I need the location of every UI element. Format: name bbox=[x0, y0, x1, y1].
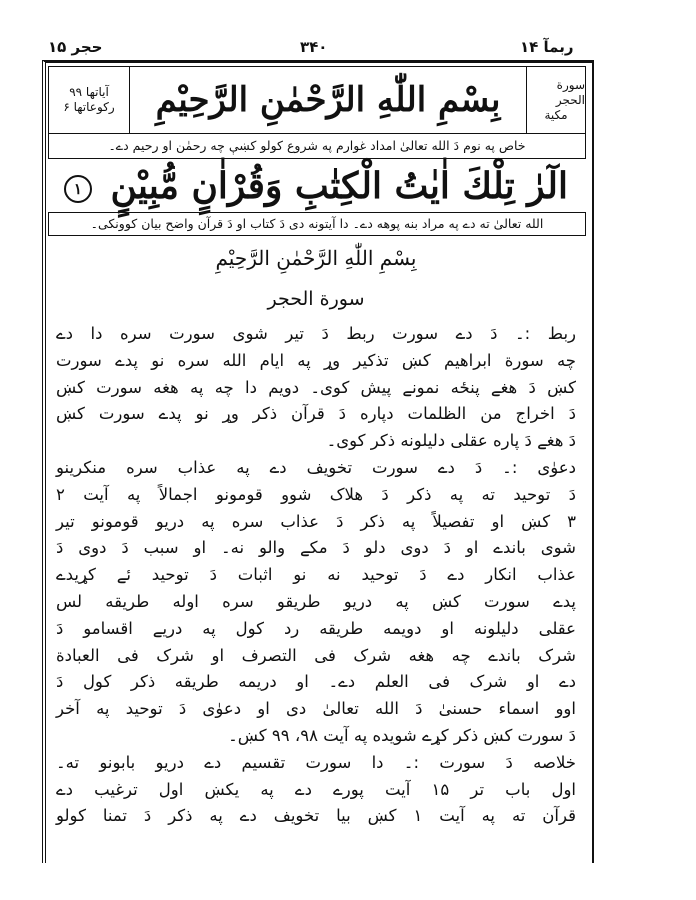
surah-header-box bbox=[48, 66, 586, 134]
ayah-translation: الله تعالیٰ ته دے په مراد بنه پوهه دے۔ دا آیتونه دی دَ کتاب او دَ قرآن واضح بیان کوونکی۔ bbox=[48, 212, 586, 236]
commentary-line: دَ توحید ته په ذکر دَ هلاک شوو قومونو اجمالاً په آیت ۲ bbox=[56, 484, 576, 504]
body-bismillah: بِسْمِ اللّٰهِ الرَّحْمٰنِ الرَّحِيْمِ bbox=[215, 246, 417, 270]
header-surah-ref: حجر ۱۵ bbox=[48, 38, 103, 56]
commentary-line: عذاب انکار دے دَ توحید نه نو اثبات دَ توحید ئے کړیدے bbox=[56, 565, 576, 585]
ayat-count: آیاتها ۹۹ bbox=[69, 85, 109, 99]
commentary-line: چه سورة ابراهیم کښ تذکیر وړ په ایام الله سره نو پدے سورت bbox=[56, 350, 576, 370]
ayah-text: الٓرٰ تِلْكَ اٰيٰتُ الْكِتٰبِ وَقُرْاٰنٍ مُّبِيْنٍ bbox=[110, 165, 569, 207]
commentary-line: دَ اخراج من الظلمات دپاره دَ قرآن ذکر وړ نو پدے سورت کښ bbox=[56, 404, 576, 424]
commentary-line: دَ هغے دَ پاره عقلی دلیلونه ذکر کوی۔ bbox=[326, 431, 576, 451]
commentary-line: قرآن ته په آیت ۱ کښ بیا تخویف دے په ذکر دَ تمنا کولو bbox=[56, 806, 577, 826]
surah-name: سورة الحجر bbox=[555, 77, 585, 107]
commentary-line: خلاصه دَ سورت :۔ دا سورت تقسیم دے دریو بابونو ته۔ bbox=[56, 752, 576, 772]
page-number: ۳۴۰ bbox=[300, 38, 328, 56]
commentary-line: شرک باندے چه هغه شرک فی التصرف او شرک فی العبادة bbox=[56, 645, 576, 665]
commentary-line: شوی باندے او دَ دوی دلو دَ مکے والو نه۔ او سبب دَ دوی دَ bbox=[56, 538, 576, 558]
commentary-line: ۳ کښ او تفصیلاً په ذکر دَ عذاب سره په دریو قومونو تیر bbox=[56, 511, 576, 531]
commentary-line: دعوٰی :۔ دَ دے سورت تخویف دے په عذاب سره منکرینو bbox=[56, 458, 576, 477]
commentary-line: اول باب تر ۱۵ آیت پورے دے په یکښ اول ترغیب دے bbox=[56, 779, 576, 799]
ayah-verse bbox=[48, 162, 584, 210]
commentary-line: اوو اسماء حسنیٰ دَ الله تعالیٰ دی او دعوٰی دَ توحید په آخر bbox=[56, 699, 576, 719]
counts-cell bbox=[49, 67, 129, 133]
commentary-line: پدے سورت کښ په دریو طریقو سره اوله طریقه لس bbox=[56, 592, 576, 611]
surah-type: مکیة bbox=[544, 107, 568, 122]
surah-name-cell bbox=[526, 67, 585, 133]
surah-title: سورة الحجر bbox=[267, 288, 365, 310]
bismillah-translation: خاص په نوم دَ الله تعالیٰ امداد غوارم په شروع کولو کښې چه رحمٰن او رحیم دے۔ bbox=[48, 133, 586, 159]
header-juz-ref: ربمآ ۱۴ bbox=[520, 38, 574, 56]
commentary-line: دَ سورت کښ ذکر کړے شویده په آیت ۹۸، ۹۹ کښ۔ bbox=[228, 726, 576, 745]
commentary-line: عقلی دلیلونه او دویمه طریقه رد کول په دریے اقسامو دَ bbox=[56, 618, 576, 638]
commentary-line: ربط :۔ دَ دے سورت ربط دَ تیر شوی سورت سره دا دے bbox=[56, 324, 576, 343]
bismillah-heading: بِسْمِ اللّٰهِ الرَّحْمٰنِ الرَّحِيْمِ bbox=[129, 67, 526, 133]
ayah-number: ۱ bbox=[64, 175, 92, 203]
commentary-line: کښ دَ هغے پنځه نمونے پیش کوی۔ دویم دا چه په هغه سورت کښ bbox=[56, 377, 576, 397]
ruku-count: رکوعاتها ۶ bbox=[63, 100, 115, 114]
commentary-line: دے او شرک فی العلم دے۔ او دریمه طریقه ذکر کول دَ bbox=[56, 672, 576, 692]
